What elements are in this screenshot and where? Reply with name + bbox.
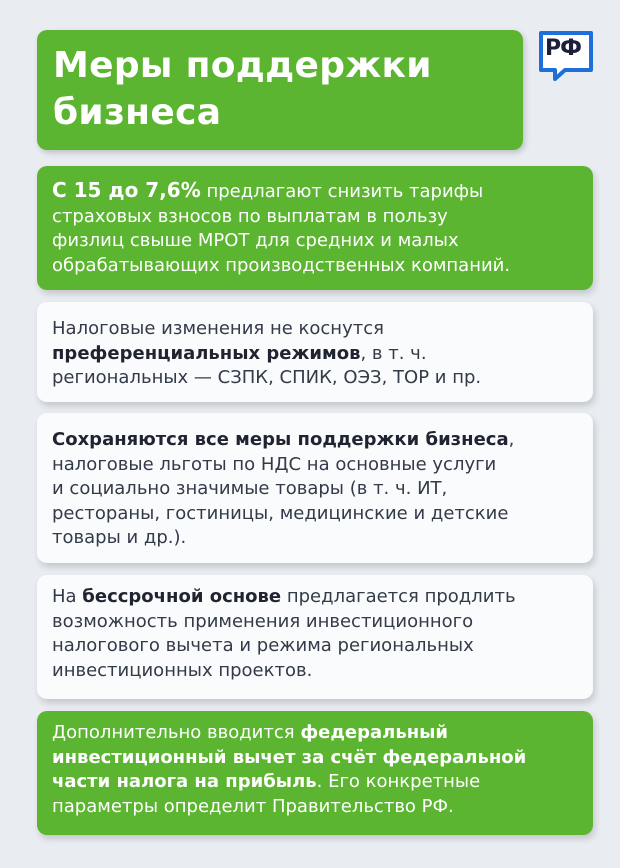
highlight-text: части налога на прибыль <box>52 771 317 792</box>
body-text: , <box>508 429 515 450</box>
card-preferential-regimes <box>37 302 593 402</box>
card-line <box>52 585 593 610</box>
card-line: страховых взносов по выплатам в пользу <box>52 205 448 227</box>
body-text: предлагается продлить <box>281 586 516 607</box>
card-line <box>52 770 593 795</box>
highlight-text: инвестиционный вычет за счёт федеральной <box>52 746 527 768</box>
card-line <box>52 721 593 746</box>
body-text: . Его конкретные <box>316 771 481 792</box>
card-line: Налоговые изменения не коснутся <box>52 318 384 339</box>
card-line <box>52 746 593 771</box>
title-card <box>37 30 523 150</box>
card-line <box>52 342 593 367</box>
card-line: товары и др.). <box>52 527 187 548</box>
card-insurance-rates <box>37 166 593 290</box>
highlight-text: преференциальных режимов <box>52 342 361 364</box>
body-text: На <box>52 586 83 607</box>
card-line <box>52 428 593 453</box>
card-line: рестораны, гостиницы, медицинские и детские <box>52 502 509 524</box>
rf-logo-text: РФ <box>545 36 581 61</box>
highlight-text: С 15 до 7,6% <box>52 178 201 202</box>
card-line <box>52 178 593 205</box>
body-text: предлагают снизить тарифы <box>200 181 484 202</box>
card-line: возможность применения инвестиционного <box>52 610 474 632</box>
card-perpetual-basis <box>37 575 593 699</box>
card-line: налоговые льготы по НДС на основные услуги <box>52 453 497 475</box>
card-federal-deduction <box>37 711 593 835</box>
card-line: обрабатывающих производственных компаний. <box>52 254 511 276</box>
card-support-measures <box>37 413 593 563</box>
card-line: региональных — СЗПК, СПИК, ОЭЗ, ТОР и пр. <box>52 367 482 388</box>
highlight-text: Сохраняются все меры поддержки бизнеса <box>52 429 509 450</box>
title-line-2: бизнеса <box>53 92 222 133</box>
card-line: и социально значимые товары (в т. ч. ИТ, <box>52 478 448 499</box>
body-text: Дополнительно вводится <box>52 722 301 743</box>
title-line-1: Меры поддержки <box>53 45 432 86</box>
card-line: налогового вычета и режима региональных <box>52 635 474 656</box>
card-line: параметры определит Правительство РФ. <box>52 795 454 817</box>
card-line: физлиц свыше МРОТ для средних и малых <box>52 230 459 251</box>
highlight-text: федеральный <box>300 722 449 743</box>
card-line: инвестиционных проектов. <box>52 659 313 681</box>
body-text: , в т. ч. <box>360 342 427 364</box>
highlight-text: бессрочной основе <box>82 586 282 607</box>
